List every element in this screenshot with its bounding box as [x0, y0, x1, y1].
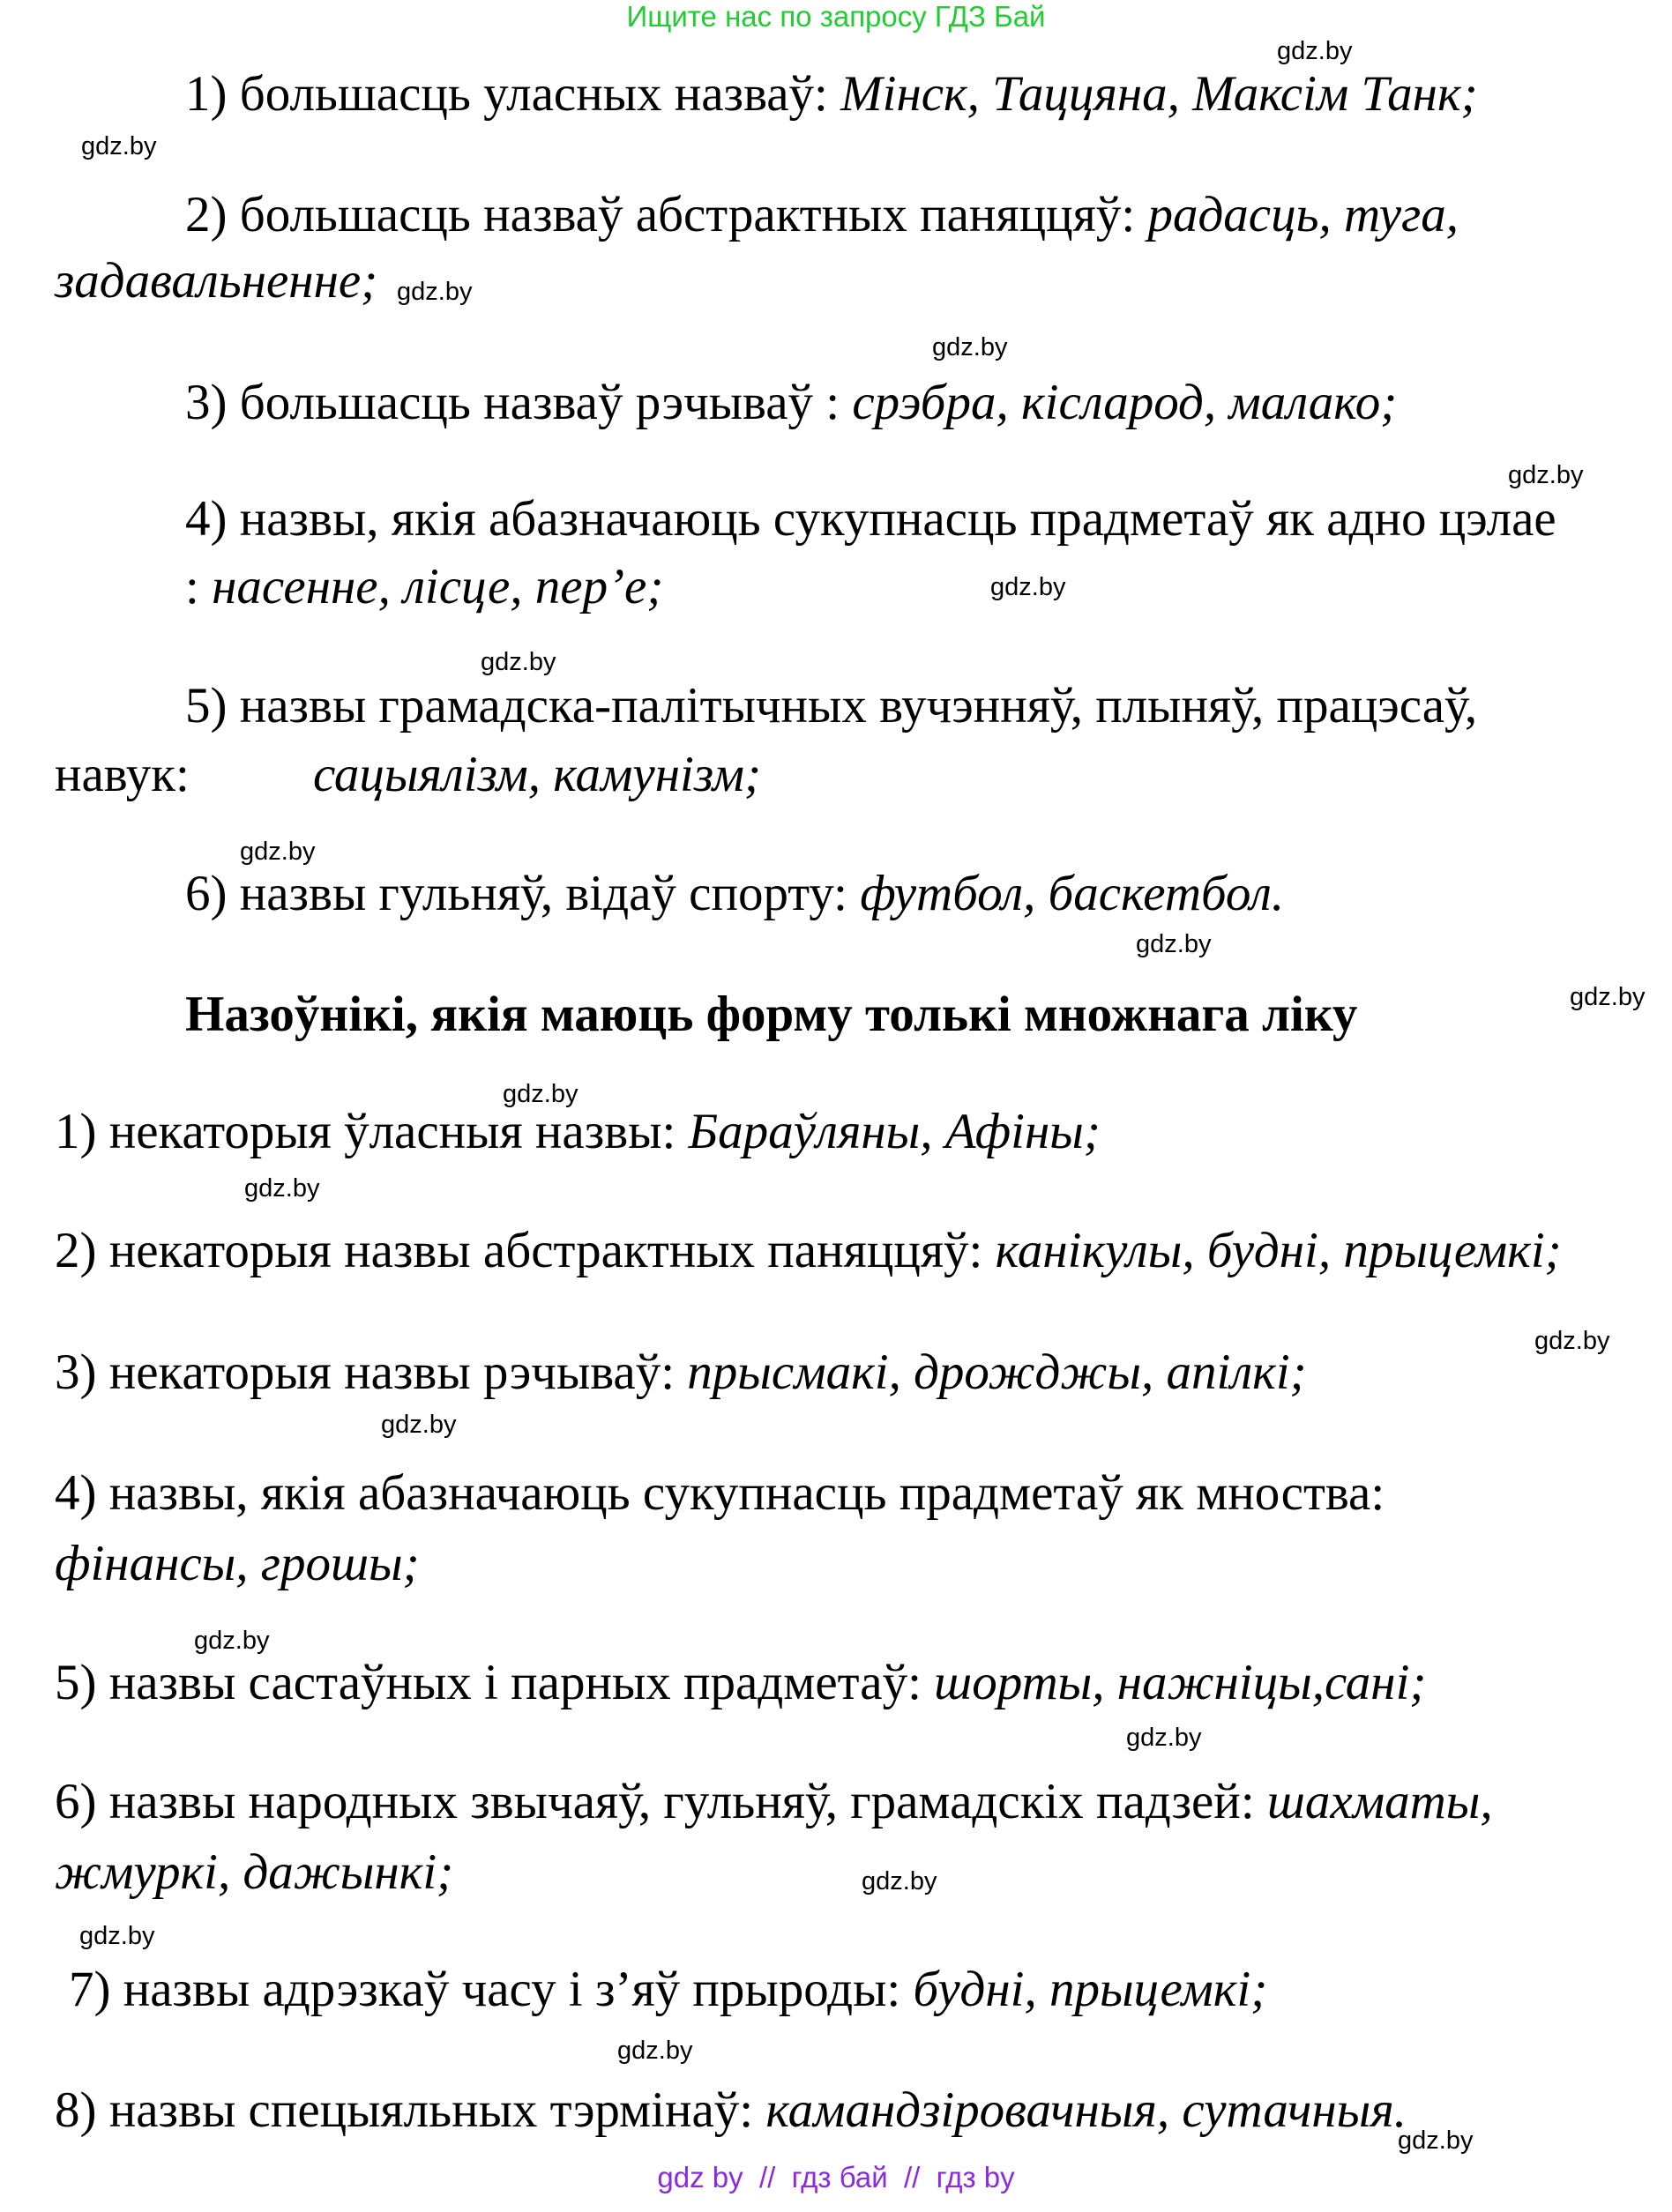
watermark-text: gdz.by: [1398, 2126, 1474, 2155]
item-lead: 1) большасць уласных назваў:: [185, 66, 841, 122]
item-examples: канікулы, будні, прыцемкі;: [995, 1223, 1562, 1278]
item-lead: 1) некаторыя ўласныя назвы:: [55, 1104, 689, 1159]
item-lead: 2) большасць назваў абстрактных паняццяў:: [185, 187, 1148, 242]
item-examples: камандзіровачныя, сутачныя.: [765, 2082, 1407, 2138]
item-cont: насенне, лісце, пер’е;: [212, 559, 664, 614]
watermark-text: gdz.by: [397, 278, 473, 306]
watermark-text: gdz.by: [990, 573, 1066, 601]
section1-item-4: [185, 491, 1556, 547]
item-lead: 5) назвы грамадска-палітычных вучэнняў, плыняў, працэсаў,: [185, 678, 1478, 734]
section1-item-3: [185, 377, 1397, 428]
item-examples: шорты, нажніцы,сані;: [934, 1655, 1427, 1710]
watermark-text: gdz.by: [1508, 461, 1584, 489]
watermark-text: gdz.by: [1277, 37, 1353, 65]
section1-item-2-cont: задавальненне;: [55, 253, 378, 309]
item-lead: 6) назвы гульняў, відаў спорту:: [185, 866, 861, 921]
item-examples: радасць, туга,: [1147, 187, 1459, 242]
item-lead: 4) назвы, якія абазначаюць сукупнасць прадметаў як адно цэлае: [185, 491, 1556, 547]
section2-title: Назоўнікі, якія маюць форму толькі множнага ліку: [185, 987, 1358, 1042]
watermark-text: gdz.by: [1534, 1327, 1610, 1355]
section2-item-8: [55, 2082, 1407, 2138]
item-lead: 7) назвы адрэзкаў часу і з’яў прыроды:: [69, 1962, 914, 2017]
item-cont-lead: :: [185, 559, 213, 614]
item-lead: 4) назвы, якія абазначаюць сукупнасць прадметаў як мноства:: [55, 1465, 1385, 1521]
watermark-text: gdz.by: [81, 132, 157, 160]
watermark-text: gdz.by: [1126, 1724, 1202, 1752]
section2-item-6-cont: жмуркі, дажынкі;: [55, 1844, 454, 1900]
watermark-text: gdz.by: [617, 2037, 693, 2065]
footer-links[interactable]: gdz by // гдз бай // гдз by: [657, 2161, 1015, 2193]
section1-item-4-cont: [185, 559, 664, 614]
item-lead: 2) некаторыя назвы абстрактных паняццяў:: [55, 1223, 996, 1278]
item-examples: шахматы,: [1266, 1774, 1493, 1829]
section1-item-5-cont-lead: навук:: [55, 747, 190, 802]
item-examples: прысмакі, дрожджы, апілкі;: [687, 1344, 1307, 1400]
section1-item-5-cont: сацыялізм, камунізм;: [313, 747, 762, 802]
section2-item-4-cont: фінансы, грошы;: [55, 1536, 420, 1591]
section1-item-1: [185, 66, 1478, 122]
watermark-text: gdz.by: [240, 838, 316, 866]
item-lead: 5) назвы састаўных і парных прадметаў:: [55, 1655, 935, 1710]
section1-item-2: [185, 187, 1459, 242]
item-examples: Бараўляны, Афіны;: [688, 1104, 1101, 1159]
section1-item-6: [185, 868, 1284, 919]
item-examples: будні, прыцемкі;: [913, 1962, 1268, 2017]
watermark-text: gdz.by: [381, 1411, 457, 1439]
item-lead: 3) большасць назваў рэчываў :: [185, 375, 853, 430]
watermark-text: gdz.by: [244, 1174, 320, 1203]
section2-item-3: [55, 1344, 1307, 1400]
watermark-text: gdz.by: [1136, 930, 1212, 958]
item-examples: срэбра, кісларод, малако;: [852, 375, 1398, 430]
section2-item-1: [55, 1106, 1101, 1157]
header-search-link[interactable]: Ищите нас по запросу ГДЗ Бай: [626, 0, 1046, 33]
item-examples: футбол, баскетбол.: [860, 866, 1285, 921]
watermark-text: gdz.by: [503, 1080, 578, 1108]
watermark-text: gdz.by: [1570, 983, 1646, 1011]
item-lead: 6) назвы народных звычаяў, гульняў, грамадскіх падзей:: [55, 1774, 1267, 1829]
watermark-text: gdz.by: [481, 648, 556, 676]
item-lead: 8) назвы спецыяльных тэрмінаў:: [55, 2082, 766, 2138]
watermark-text: gdz.by: [194, 1627, 270, 1655]
item-examples: Мінск, Таццяна, Максім Танк;: [840, 66, 1478, 122]
section2-item-6: [55, 1776, 1493, 1827]
section1-item-5: [185, 678, 1478, 734]
section2-item-7: [69, 1964, 1267, 2015]
section2-item-2: [55, 1225, 1562, 1276]
watermark-text: gdz.by: [932, 333, 1008, 361]
section2-item-4: [55, 1465, 1385, 1521]
watermark-text: gdz.by: [862, 1867, 937, 1895]
section2-item-5: [55, 1657, 1426, 1708]
watermark-text: gdz.by: [79, 1922, 155, 1950]
item-lead: 3) некаторыя назвы рэчываў:: [55, 1344, 688, 1400]
